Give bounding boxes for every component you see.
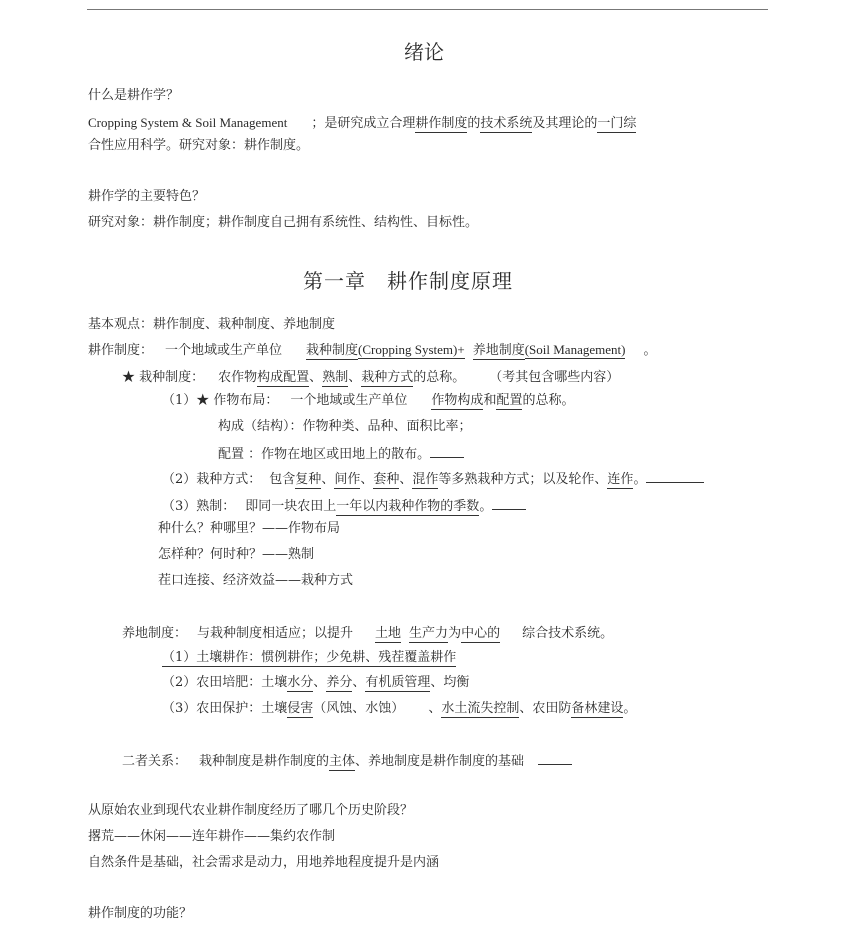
what-where: 种什么？种哪里？——作物布局 <box>158 521 341 536</box>
history-question: 从原始农业到现代农业耕作制度经历了哪几个历史阶段？ <box>88 803 414 818</box>
how-when: 怎样种？何时种？——熟制 <box>158 547 315 562</box>
definition-english-term: Cropping System & Soil Management <box>88 115 288 130</box>
basic-view: 基本观点：耕作制度、栽种制度、养地制度 <box>88 317 336 332</box>
layout-configuration: 配置 ：作物在地区或田地上的散布。 <box>218 445 464 463</box>
farming-system-line: 耕作制度： 一个地域或生产单位 栽种制度(Cropping System)+ 养地制度(Soil Management) 。 <box>88 342 657 358</box>
conditions-line: 自然条件是基础，社会需求是动力，用地养地程度提升是内涵 <box>88 855 440 870</box>
soil-protection-line: （3）农田保护：土壤侵害（风蚀、水蚀） 、水土流失控制、农田防备林建设。 <box>162 701 637 716</box>
crop-layout-line: （1）★ 作物布局： 一个地域或生产单位 作物构成和配置的总称。 <box>162 393 575 408</box>
question-what-is: 什么是耕作学？ <box>88 88 180 103</box>
question-features: 耕作学的主要特色？ <box>88 189 206 204</box>
top-rule <box>87 9 768 10</box>
function-question: 耕作制度的功能？ <box>88 906 193 921</box>
cropping-system-line: ★ 栽种制度： 农作物构成配置、熟制、栽种方式的总称。 （考其包含哪些内容） <box>122 370 620 385</box>
features-answer: 研究对象：耕作制度；耕作制度自己拥有系统性、结构性、目标性。 <box>88 215 479 230</box>
relationship-line: 二者关系： 栽种制度是耕作制度的主体、养地制度是耕作制度的基础 <box>122 752 572 770</box>
star-icon: ★ 栽种制度： <box>122 370 205 385</box>
chapter-title: 第一章 耕作制度原理 <box>303 269 513 293</box>
intro-title: 绪论 <box>404 40 444 64</box>
soil-tillage-line: （1）土壤耕作：惯例耕作；少免耕、残茬覆盖耕作 <box>162 650 457 665</box>
planting-method-line: （2）栽种方式： 包含复种、间作、套种、混作等多熟栽种方式；以及轮作、连作。 <box>162 470 704 488</box>
layout-composition: 构成（结构）：作物种类、品种、面积比率； <box>218 419 472 434</box>
definition-line-2: 合性应用科学。研究对象：耕作制度。 <box>88 138 310 153</box>
definition-line-1: Cropping System & Soil Management ；是研究成立合理耕作制度的技术系统及其理论的一门综 <box>88 115 637 131</box>
soil-fertility-line: （2）农田培肥：土壤水分、养分、有机质管理、均衡 <box>162 675 470 690</box>
maturity-line: （3）熟制： 即同一块农田上一年以内栽种作物的季数。 <box>162 497 526 515</box>
rotation-link: 茬口连接、经济效益——栽种方式 <box>158 573 354 588</box>
soil-maintenance-line: 养地制度： 与栽种制度相适应；以提升 土地 生产力为中心的 综合技术系统。 <box>122 626 614 641</box>
history-answer: 撂荒——休闲——连年耕作——集约农作制 <box>88 829 336 844</box>
